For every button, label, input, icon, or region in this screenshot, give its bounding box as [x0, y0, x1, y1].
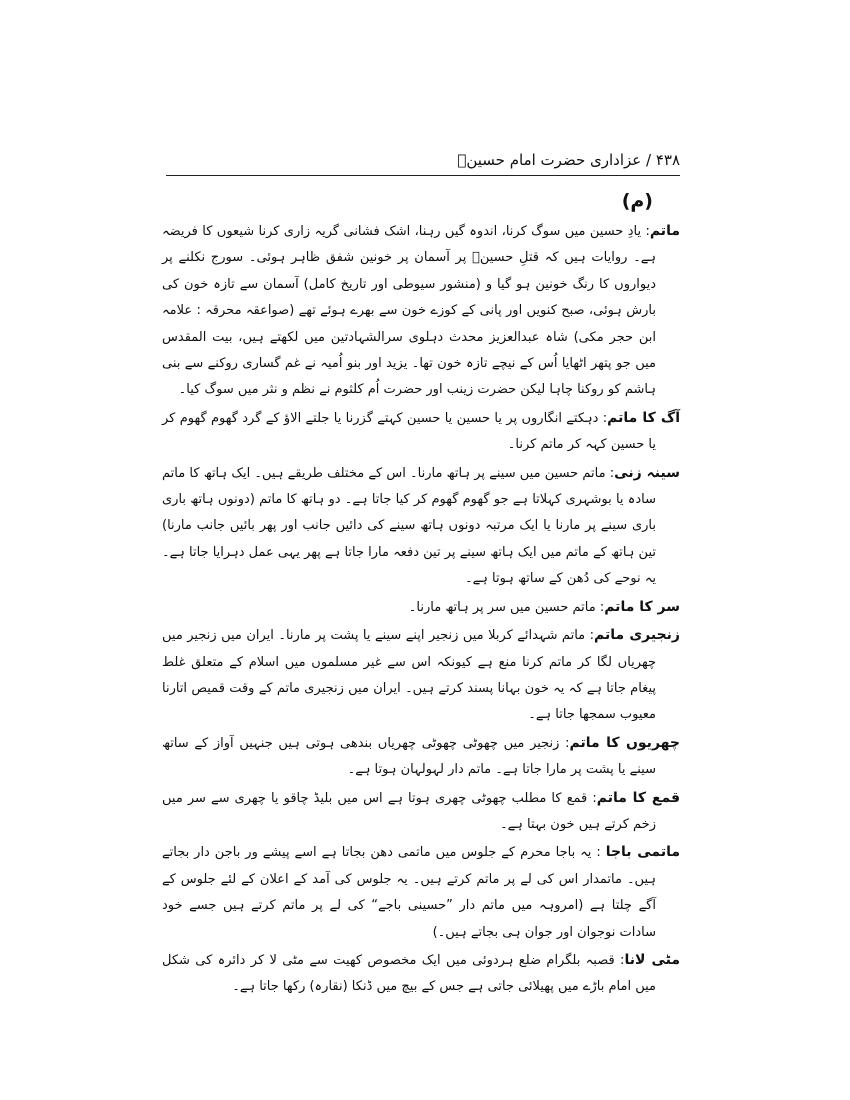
entry-term: زنجیری ماتم	[593, 627, 680, 644]
entry-term: آگ کا ماتم	[607, 409, 680, 426]
entry-zanjiri-matam	[162, 622, 680, 729]
entry-text: : ماتم حسین میں سینے پر ہاتھ مارنا۔ اس کے مختلف طریقے ہیں۔ ایک ہاتھ کا ماتم سادہ یا بوشہری کہلاتا ہے جو گھوم گھوم کر کیا جاتا ہے۔ دو ہاتھ کا ماتم (دونوں ہاتھ باری باری سینے پر مارنا یا ایک مرتبہ دونوں ہاتھ سینے کی دائیں جانب اور پھر بائیں جانب مارنا) تین ہاتھ کے ماتم میں ایک ہاتھ سینے پر تین دفعہ مارا جاتا ہے پھر یہی عمل دہرایا جاتا ہے۔ یہ نوحے کی دُھن کے ساتھ ہوتا ہے۔	[162, 465, 656, 587]
running-head-text: ۴۳۸ / عزاداری حضرت امام حسینؑ	[457, 151, 680, 169]
entry-chhuriyon-ka-matam	[162, 730, 680, 784]
entry-term: ماتمی باجا	[605, 844, 680, 861]
entry-sar-ka-matam	[162, 594, 680, 621]
entry-text: : یہ باجا محرم کے جلوس میں ماتمی دھن بجاتا ہے اسے پیشے ور باجن دار بجاتے ہیں۔ ماتمدار اس کی لے پر ماتم کرتے ہیں۔ یہ جلوس کی آمد کے اعلان کے لئے جلوس کے آگے چلتا ہے (امروہہ میں ماتم دار ”حسینی باجے“ کی لے پر ماتم کرتے ہیں جسے خود سادات نوجوان اور جوان ہی بجاتے ہیں۔)	[162, 845, 656, 940]
entry-text: : قمع کا مطلب چھوٹی چھری ہوتا ہے اس میں بلیڈ چاقو یا چھری سے سر میں زخم کرتے ہیں خون بہتا ہے۔	[162, 790, 656, 832]
running-head	[166, 147, 680, 176]
entry-text: : ماتم شہدائے کربلا میں زنجیر اپنے سینے یا پشت پر مارنا۔ ایران میں زنجیر میں چھریاں لگا کر ماتم کرنا منع ہے کیونکہ اس سے غیر مسلموں میں اسلام کے متعلق غلط پیغام جاتا ہے کہ یہ خون بہانا پسند کرتے ہیں۔ ایران میں زنجیری ماتم کے وقت قمیص اتارنا معیوب سمجھا جاتا ہے۔	[162, 628, 656, 723]
entry-text: : دہکتے انگاروں پر یا حسین یا حسین کہتے گزرنا یا جلتے الاؤ کے گرد گھوم گھوم کر یا حسین کہہ کر ماتم کرنا۔	[162, 410, 656, 453]
entry-term: چھریوں کا ماتم	[569, 734, 680, 751]
entry-aag-ka-matam	[162, 405, 680, 459]
entry-term: مٹی لانا	[624, 951, 681, 968]
entry-qama-ka-matam	[162, 785, 680, 839]
entry-term: سینہ زنی	[614, 464, 680, 481]
entry-text: : زنجیر میں چھوٹی چھوٹی چھریاں بندھی ہوتی ہیں جنہیں آواز کے ساتھ سینے یا پشت پر مارا جاتا ہے۔ ماتم دار لہولہان ہوتا ہے۔	[162, 735, 656, 778]
glossary-entries	[162, 218, 680, 1002]
entry-text: : یادِ حسین میں سوگ کرنا، اندوہ گیں رہنا، اشک فشانی گریہ زاری کرنا شیعوں کا فریضہ ہے۔ روایات ہیں کہ قتلِ حسینؑ پر آسمان پر خونین شفق ظاہر ہوئی۔ سورج نکلنے پر دیواروں کا رنگ خونین ہو گیا و (منشور سیوطی اور تاریخ کامل) آسمان سے تازہ خون کی بارش ہوئی، صبح کنویں اور پانی کے کوزے خون سے بھرے ہوئے تھے (صواعقہ محرقہ : علامہ ابن حجر مکی) شاہ عبدالعزیز محدث دہلوی سرالشہادتین میں لکھتے ہیں، بیت المقدس میں جو پتھر اٹھایا اُس کے نیچے تازہ خون تھا۔ یزید اور بنو اُمیہ نے غم گساری روکنے سے بنی ہاشم کو روکنا چاہا لیکن حضرت زینب اور حضرت اُم کلثوم نے نظم و نثر میں سوگ کیا۔	[162, 224, 656, 398]
entry-mitti-lana	[162, 947, 680, 1001]
entry-matam	[162, 218, 680, 404]
section-letter: (م)	[621, 190, 653, 212]
entry-term: سر کا ماتم	[604, 598, 680, 615]
entry-text: : قصبہ بلگرام ضلع ہردوئی میں ایک مخصوص کھیت سے مٹی لا کر دائرہ کی شکل میں امام باڑے میں پھیلائی جاتی ہے جس کے بیچ میں ڈنکا (نقارہ) رکھا جاتا ہے۔	[162, 952, 656, 995]
entry-term: ماتم	[649, 223, 680, 239]
entry-matami-baja	[162, 839, 680, 946]
entry-term: قمع کا ماتم	[596, 789, 680, 806]
entry-text: : ماتم حسین میں سر پر ہاتھ مارنا۔	[408, 599, 605, 615]
entry-seena-zani	[162, 460, 680, 593]
